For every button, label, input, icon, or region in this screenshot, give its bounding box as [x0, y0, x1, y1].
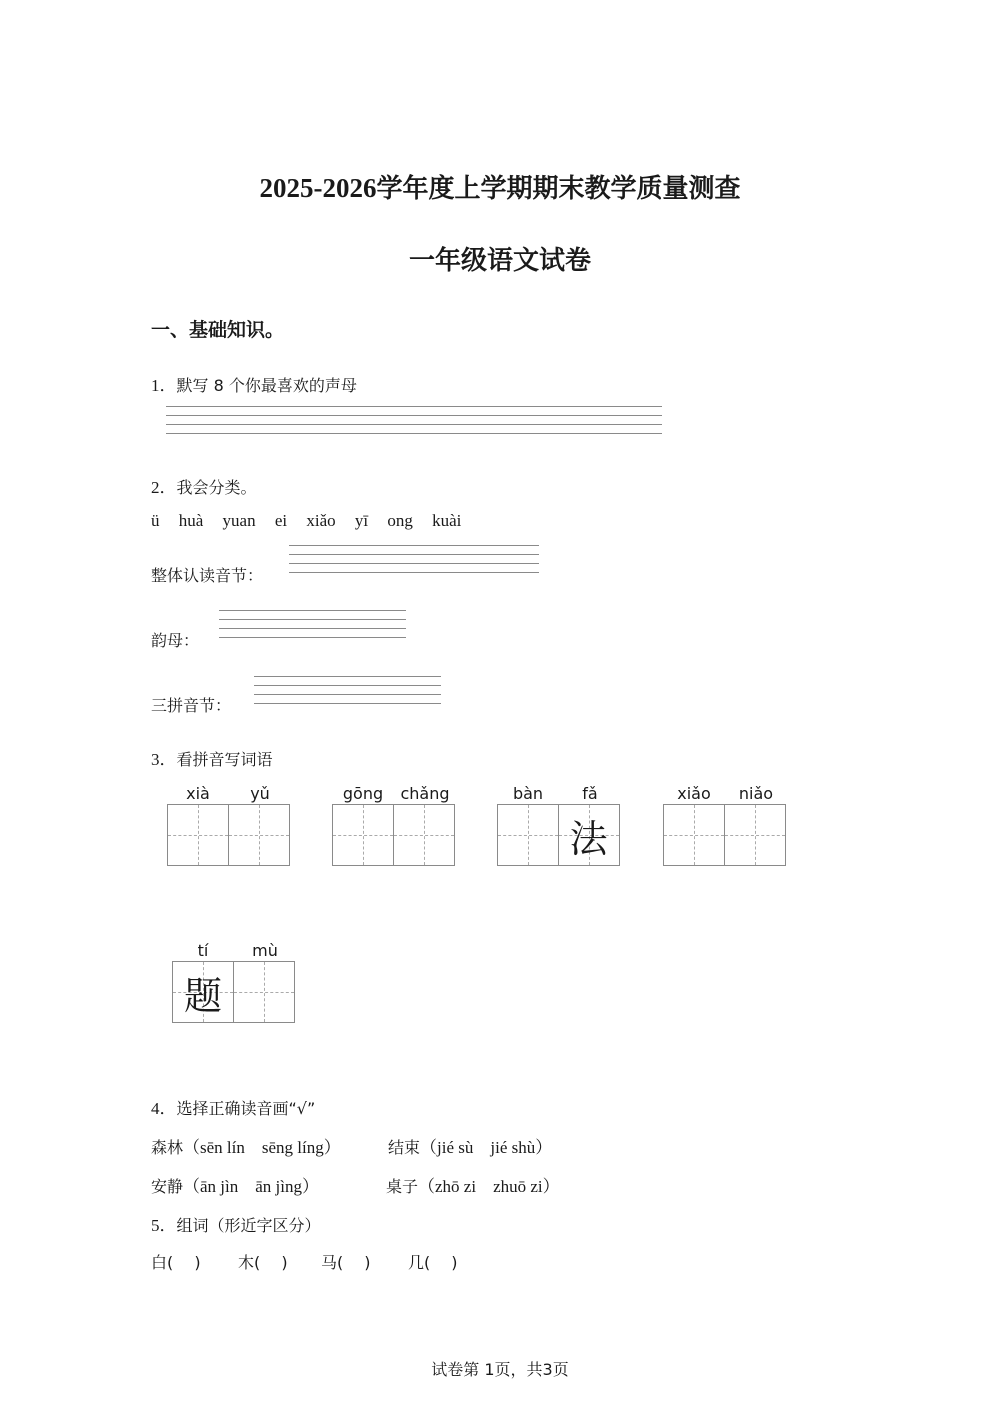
pinyin-label: tí — [197, 941, 209, 960]
choice-options[interactable]: （sēn lín sēng líng） — [183, 1138, 341, 1157]
tianzige-group — [332, 784, 456, 868]
pinyin-item: kuài — [432, 511, 462, 530]
question-4 — [151, 1094, 315, 1119]
label-three-part-syllables: 三拼音节： — [151, 696, 232, 715]
word-group-item[interactable]: 几( ) — [407, 1253, 458, 1272]
writing-lines-three-part[interactable] — [254, 676, 441, 704]
question-number: 2． — [151, 478, 177, 497]
question-number: 1． — [151, 376, 177, 395]
tianzige-box[interactable]: 题 — [172, 961, 234, 1023]
word-group-item[interactable]: 白( ) — [151, 1253, 201, 1272]
school-year: 2025-2026 — [259, 173, 377, 203]
tianzige-box[interactable] — [332, 804, 394, 866]
pinyin-item: ei — [274, 511, 288, 530]
section-heading: 一、基础知识。 — [151, 319, 285, 341]
writing-lines-finals[interactable] — [219, 610, 406, 638]
question-text: 看拼音写词语 — [176, 750, 273, 769]
reading-choice — [386, 1172, 560, 1197]
pinyin-label: mù — [252, 941, 278, 960]
pinyin-item: yuan — [222, 511, 256, 530]
choice-options[interactable]: （ān jìn ān jìng） — [183, 1177, 319, 1196]
question-number: 5． — [151, 1216, 177, 1235]
label-finals: 韵母： — [151, 631, 200, 650]
tianzige-group — [172, 941, 296, 1025]
pinyin-item: ü — [151, 511, 160, 530]
choice-word: 桌子 — [386, 1177, 419, 1196]
pinyin-label: xiǎo — [677, 784, 711, 803]
writing-lines-q1[interactable] — [166, 406, 662, 434]
question-text: 组词（形近字区分） — [176, 1216, 321, 1235]
choice-options[interactable]: （jié sù jié shù） — [420, 1138, 553, 1157]
tianzige-group — [497, 784, 621, 868]
question-5 — [151, 1211, 321, 1236]
reading-choice — [151, 1172, 319, 1197]
word-group-item[interactable]: 马( ) — [320, 1253, 371, 1272]
writing-lines-whole-syllables[interactable] — [289, 545, 539, 573]
question-number: 3． — [151, 750, 177, 769]
pinyin-label: chǎng — [400, 784, 450, 803]
question-2 — [151, 473, 257, 498]
word-group-item[interactable]: 木( ) — [237, 1253, 288, 1272]
choice-word: 结束 — [388, 1138, 421, 1157]
tianzige-box[interactable] — [663, 804, 725, 866]
tianzige-box[interactable] — [228, 804, 290, 866]
question-1 — [151, 371, 357, 396]
pinyin-label: fǎ — [582, 784, 598, 803]
tianzige-group — [663, 784, 787, 868]
question-number: 4． — [151, 1099, 177, 1118]
question-text: 我会分类。 — [176, 478, 257, 497]
pinyin-label: gōng — [342, 784, 384, 803]
pinyin-item: huà — [178, 511, 204, 530]
tianzige-box[interactable] — [167, 804, 229, 866]
choice-word: 森林 — [151, 1138, 184, 1157]
label-whole-syllables: 整体认读音节： — [151, 566, 264, 585]
pinyin-label: xià — [186, 784, 210, 803]
pinyin-item: ong — [387, 511, 413, 530]
exam-title-line1 — [0, 168, 1000, 205]
pinyin-label: niǎo — [738, 784, 774, 803]
exam-title-line2: 一年级语文试卷 — [408, 246, 591, 276]
exam-name: 学年度上学期期末教学质量测查 — [376, 174, 741, 204]
question-text: 默写 8 个你最喜欢的声母 — [176, 376, 357, 395]
pinyin-list — [151, 511, 476, 531]
pinyin-item: xiǎo — [306, 511, 336, 530]
choice-options[interactable]: （zhō zi zhuō zi） — [418, 1177, 560, 1196]
tianzige-group — [167, 784, 291, 868]
question-3 — [151, 745, 273, 770]
tianzige-box[interactable]: 法 — [558, 804, 620, 866]
question-text: 选择正确读音画“√” — [176, 1099, 316, 1118]
tianzige-box[interactable] — [724, 804, 786, 866]
pinyin-label: yǔ — [250, 784, 270, 803]
tianzige-box[interactable] — [233, 961, 295, 1023]
tianzige-box[interactable] — [393, 804, 455, 866]
choice-word: 安静 — [151, 1177, 184, 1196]
page-footer: 试卷第 1页，共3页 — [431, 1360, 569, 1379]
pinyin-label: bàn — [512, 784, 544, 803]
word-group-row — [151, 1250, 458, 1273]
pinyin-item: yī — [354, 511, 369, 530]
reading-choice — [151, 1133, 341, 1158]
reading-choice — [388, 1133, 552, 1158]
tianzige-box[interactable] — [497, 804, 559, 866]
